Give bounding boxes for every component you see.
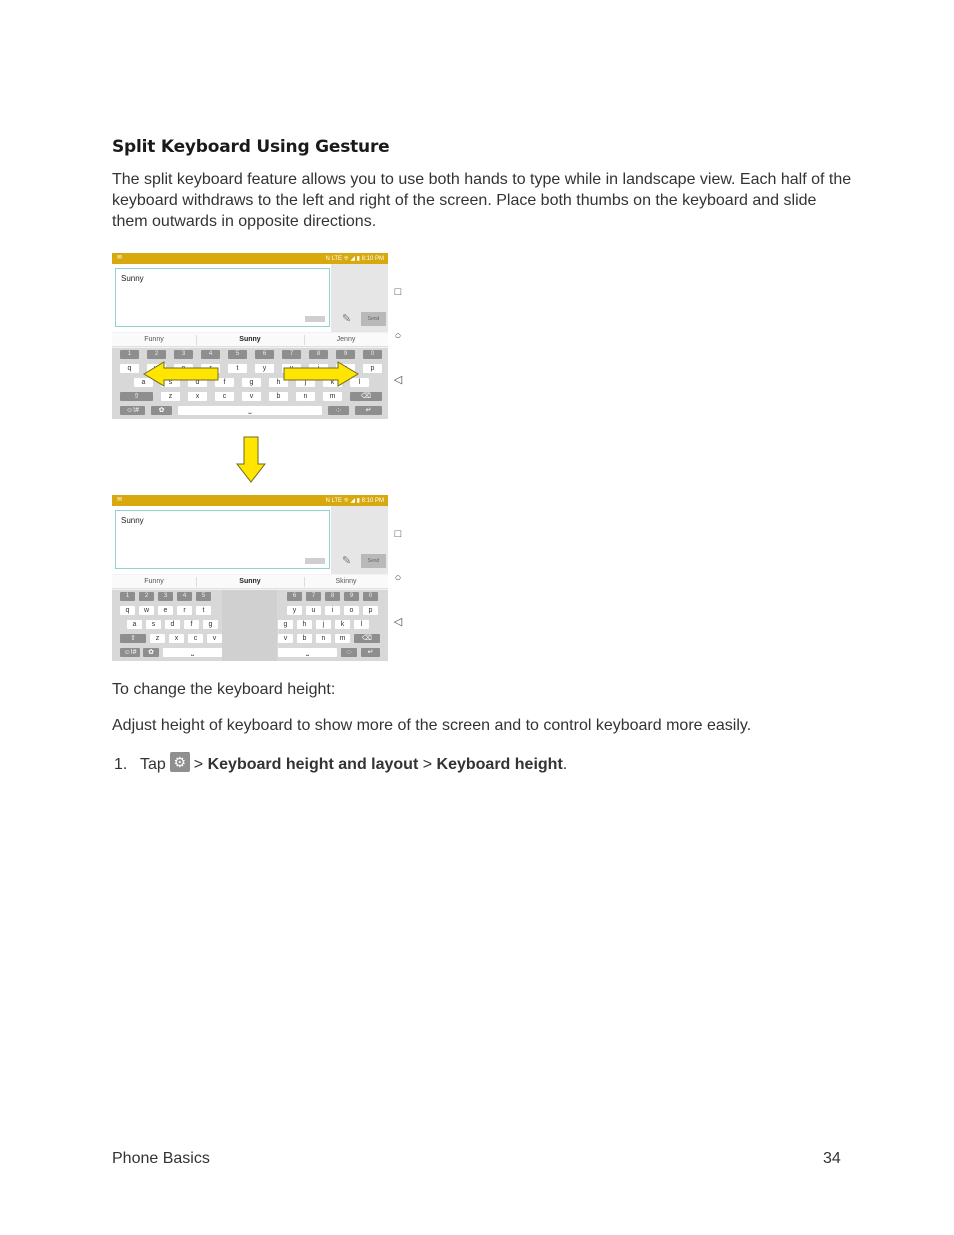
key[interactable]: p [363,364,382,373]
message-input[interactable] [115,268,330,327]
right-arrow-icon [280,360,360,388]
char-counter [305,558,325,564]
key[interactable]: q [120,364,139,373]
key[interactable]: k [323,378,342,387]
separator: > [193,756,204,773]
key[interactable]: 5 [196,592,211,601]
key[interactable]: r [177,606,192,615]
key[interactable]: y [255,364,274,373]
key[interactable]: j [316,620,331,629]
status-icons: N LTE ⁜ ◢ ▮ [325,498,360,504]
nav-bar [388,253,407,419]
screenshot-split-keyboard [112,495,407,661]
key[interactable]: x [169,634,184,643]
key[interactable]: g [203,620,218,629]
left-arrow-icon [142,360,222,388]
enter-key[interactable]: ↵ [361,648,380,657]
key[interactable]: 4 [201,350,220,359]
paperclip-icon[interactable]: ✎ [342,313,352,325]
change-height-text: To change the keyboard height: [112,681,336,698]
key[interactable]: b [297,634,312,643]
key[interactable]: q [120,606,135,615]
adjust-height-text: Adjust height of keyboard to show more of the screen and to control keyboard more easily. [112,717,752,734]
key[interactable]: s [146,620,161,629]
status-time: 8:10 PM [361,498,384,504]
key[interactable]: n [316,634,331,643]
down-arrow-icon [236,436,266,484]
key[interactable]: 7 [282,350,301,359]
home-icon[interactable]: ○ [394,330,402,342]
settings-key[interactable]: ✿ [151,406,172,415]
status-time: 8:10 PM [361,256,384,262]
key[interactable]: f [215,378,234,387]
message-text: Sunny [121,274,144,283]
key[interactable]: z [150,634,165,643]
suggestion-bar [112,333,388,347]
key[interactable]: m [323,392,342,401]
suggestion-bar [112,575,388,589]
key[interactable]: d [188,378,207,387]
key[interactable]: l [354,620,369,629]
recent-apps-icon[interactable]: □ [394,286,402,298]
key[interactable]: v [242,392,261,401]
key[interactable]: z [161,392,180,401]
key[interactable]: 9 [336,350,355,359]
suggestion-1[interactable]: Funny [144,578,164,585]
key[interactable]: y [287,606,302,615]
key[interactable]: 2 [147,350,166,359]
punctuation-key[interactable]: ·:· [341,648,357,657]
message-text: Sunny [121,516,144,525]
recent-apps-icon[interactable]: □ [394,528,402,540]
notification-icon: ✉ [117,497,123,503]
key[interactable]: 0 [363,592,378,601]
key[interactable]: m [335,634,350,643]
separator: > [422,756,433,773]
key[interactable]: p [363,606,378,615]
suggestion-3[interactable]: Jenny [336,336,356,343]
back-icon[interactable]: ◁ [393,374,403,386]
key[interactable]: g [278,620,293,629]
nav-bar [388,495,407,661]
key[interactable]: f [184,620,199,629]
key[interactable]: 2 [139,592,154,601]
key[interactable]: 7 [306,592,321,601]
send-button[interactable]: Send [361,312,386,326]
space-key[interactable]: ⎵ [178,406,322,415]
emoji-symbol-key[interactable]: ☺!# [120,648,140,657]
key[interactable]: c [188,634,203,643]
key[interactable]: 3 [158,592,173,601]
key[interactable]: 0 [363,350,382,359]
option-keyboard-height-and-layout: Keyboard height and layout [207,756,419,773]
key[interactable]: v [207,634,222,643]
back-icon[interactable]: ◁ [393,616,403,628]
shift-key[interactable]: ⇧ [120,634,146,643]
suggestion-1[interactable]: Funny [144,336,164,343]
key[interactable]: n [296,392,315,401]
emoji-symbol-key[interactable]: ☺!# [120,406,145,415]
suggestion-2[interactable]: Sunny [239,336,261,343]
full-keyboard [112,348,388,419]
key[interactable]: s [161,378,180,387]
message-input[interactable] [115,510,330,569]
key[interactable]: d [165,620,180,629]
key[interactable]: b [269,392,288,401]
status-bar [112,495,388,506]
suggestion-3[interactable]: Skinny [335,578,357,585]
compose-area [112,506,388,574]
attach-panel [331,506,388,574]
key[interactable]: o [344,606,359,615]
send-button[interactable]: Send [361,554,386,568]
key[interactable]: 9 [344,592,359,601]
compose-area [112,264,388,332]
step-1 [114,755,567,775]
key[interactable]: k [335,620,350,629]
backspace-key[interactable]: ⌫ [354,634,380,643]
screenshot-full-keyboard [112,253,407,419]
key[interactable]: h [297,620,312,629]
intro-paragraph: The split keyboard feature allows you to use both hands to type while in landscape view. Each half of the keyboard withdraws to the left and right of the screen. Place both thumbs on the keyboard and slide them outwards in opposite directions. [112,171,852,230]
shift-key[interactable]: ⇧ [120,392,153,401]
notification-icon: ✉ [117,255,123,261]
section-heading: Split Keyboard Using Gesture [112,137,390,157]
key[interactable]: 6 [255,350,274,359]
paperclip-icon[interactable]: ✎ [342,555,352,567]
key[interactable]: i [325,606,340,615]
key[interactable]: 3 [174,350,193,359]
key[interactable]: a [134,378,153,387]
punctuation-key[interactable]: ·:· [328,406,349,415]
key[interactable]: x [188,392,207,401]
key[interactable]: 1 [120,350,139,359]
char-counter [305,316,325,322]
status-icons: N LTE ⁜ ◢ ▮ [325,256,360,262]
key[interactable]: 6 [287,592,302,601]
tap-text: Tap [140,756,166,773]
settings-key[interactable]: ✿ [143,648,159,657]
suggestion-2[interactable]: Sunny [239,578,261,585]
space-key[interactable]: ⎵ [163,648,222,657]
option-keyboard-height: Keyboard height [436,756,563,773]
key[interactable]: l [350,378,369,387]
key[interactable]: 1 [120,592,135,601]
space-key[interactable]: ⎵ [278,648,337,657]
attach-panel [331,264,388,332]
backspace-key[interactable]: ⌫ [350,392,382,401]
footer-page-number: 34 [823,1150,841,1167]
status-bar [112,253,388,264]
keyboard-gap [222,590,277,661]
step-end: . [562,756,568,773]
key[interactable]: e [158,606,173,615]
key[interactable]: 8 [325,592,340,601]
key[interactable]: 8 [309,350,328,359]
key[interactable]: 4 [177,592,192,601]
key[interactable]: h [269,378,288,387]
gear-icon: ⚙ ··· [170,752,190,772]
key[interactable]: j [296,378,315,387]
footer-section: Phone Basics [112,1150,210,1167]
key[interactable]: 5 [228,350,247,359]
enter-key[interactable]: ↵ [355,406,382,415]
key[interactable]: g [242,378,261,387]
key[interactable]: u [306,606,321,615]
key[interactable]: c [215,392,234,401]
key[interactable]: w [139,606,154,615]
key[interactable]: a [127,620,142,629]
step-number: 1. [114,756,128,773]
key[interactable]: v [278,634,293,643]
home-icon[interactable]: ○ [394,572,402,584]
key[interactable]: t [228,364,247,373]
key[interactable]: t [196,606,211,615]
split-keyboard [112,590,388,661]
